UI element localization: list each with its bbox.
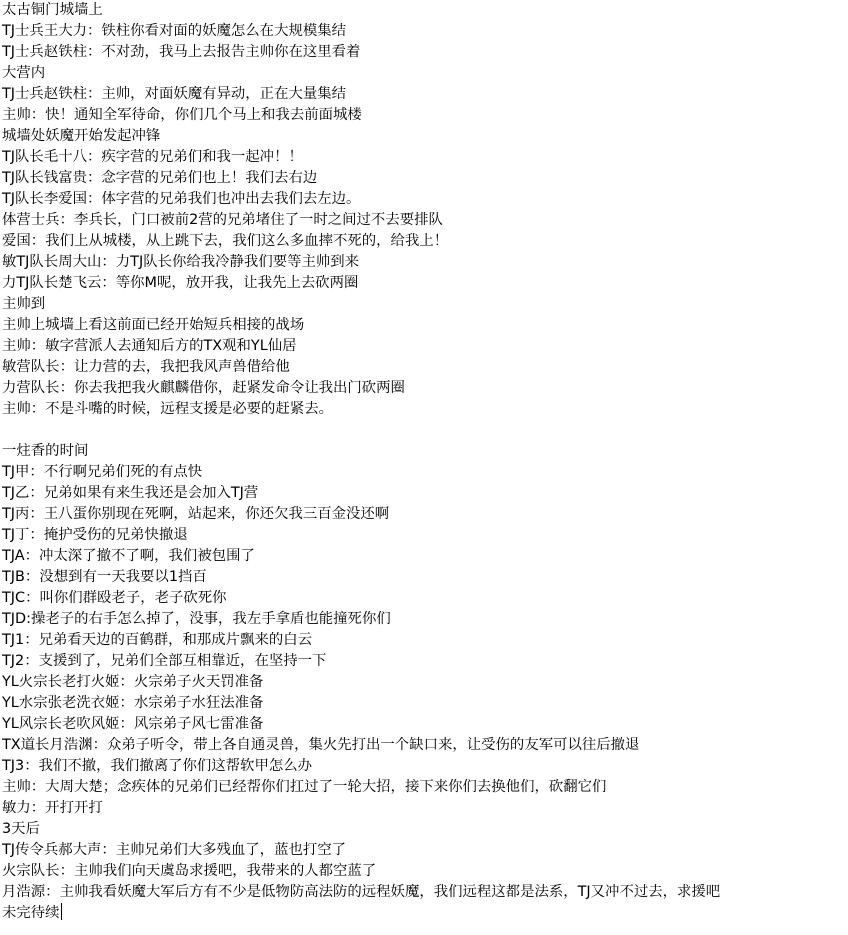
text-line-content: 太古铜门城墙上 — [2, 2, 103, 18]
text-line-content: TJ队长毛十八：疾字营的兄弟们和我一起冲！！ — [2, 149, 303, 165]
text-line — [2, 42, 842, 63]
text-line — [2, 63, 842, 84]
text-line-content: 主帅到 — [2, 296, 46, 312]
text-line — [2, 651, 842, 672]
text-line-content: TJD:操老子的右手怎么掉了，没事，我左手拿盾也能撞死你们 — [2, 611, 391, 627]
text-line — [2, 777, 842, 798]
text-line — [2, 693, 842, 714]
text-line-content: TJ士兵赵铁柱：不对劲，我马上去报告主帅你在这里看着 — [2, 44, 361, 60]
text-line-content: TJA：冲太深了撤不了啊，我们被包围了 — [2, 548, 255, 564]
blank-line — [2, 420, 842, 441]
text-line — [2, 0, 842, 21]
text-line — [2, 798, 842, 819]
text-line — [2, 378, 842, 399]
text-line — [2, 630, 842, 651]
text-line — [2, 546, 842, 567]
text-line — [2, 441, 842, 462]
text-line — [2, 504, 842, 525]
text-line — [2, 147, 842, 168]
text-line-content: TX道长月浩渊：众弟子听令，带上各自通灵兽，集火先打出一个缺口来，让受伤的友军可以往后撤退 — [2, 737, 640, 753]
text-line-content: 月浩源：主帅我看妖魔大军后方有不少是低物防高法防的远程妖魔，我们远程这都是法系，TJ又冲不过去，求援吧 — [2, 884, 721, 900]
text-line — [2, 21, 842, 42]
text-line-content: 未完待续 — [2, 905, 60, 921]
text-line — [2, 567, 842, 588]
text-line-content: TJ3：我们不撤，我们撤离了你们这帮软甲怎么办 — [2, 758, 313, 774]
text-line — [2, 840, 842, 861]
text-line — [2, 210, 842, 231]
text-line — [2, 357, 842, 378]
text-line — [2, 588, 842, 609]
text-line — [2, 273, 842, 294]
text-line-content: YL水宗张老洗衣姬：水宗弟子水狂法准备 — [2, 695, 264, 711]
text-line-content: 敏力：开打开打 — [2, 800, 103, 816]
text-line — [2, 168, 842, 189]
text-line — [2, 336, 842, 357]
text-line — [2, 819, 842, 840]
text-line-content: 城墙处妖魔开始发起冲锋 — [2, 128, 161, 144]
text-line-content: YL火宗长老打火姬：火宗弟子火天罚准备 — [2, 674, 264, 690]
text-line-content: 主帅：大周大楚；念疾体的兄弟们已经帮你们扛过了一轮大招，接下来你们去换他们，砍翻它们 — [2, 779, 607, 795]
text-line-content: YL风宗长老吹风姬：风宗弟子风七雷准备 — [2, 716, 264, 732]
text-line — [2, 735, 842, 756]
text-line — [2, 483, 842, 504]
text-line-content: 体营士兵：李兵长，门口被前2营的兄弟堵住了一时之间过不去要排队 — [2, 212, 443, 228]
text-line-content: 火宗队长：主帅我们向天虞岛求援吧，我带来的人都空蓝了 — [2, 863, 377, 879]
text-line-content: 敏TJ队长周大山：力TJ队长你给我冷静我们要等主帅到来 — [2, 254, 360, 270]
text-line-content: 力TJ队长楚飞云：等你M呢，放开我，让我先上去砍两圈 — [2, 275, 359, 291]
text-line — [2, 609, 842, 630]
text-line — [2, 462, 842, 483]
text-line-content: 主帅：敏字营派人去通知后方的TX观和YL仙居 — [2, 338, 297, 354]
text-line — [2, 252, 842, 273]
text-line — [2, 84, 842, 105]
text-line-content: TJC：叫你们群殴老子，老子砍死你 — [2, 590, 227, 606]
text-line-content: 主帅：不是斗嘴的时候，远程支援是必要的赶紧去。 — [2, 401, 333, 417]
text-line — [2, 882, 842, 903]
text-line-content: TJ丁：掩护受伤的兄弟快撤退 — [2, 527, 188, 543]
text-line-content: TJ甲：不行啊兄弟们死的有点快 — [2, 464, 203, 480]
text-line-content: 一炷香的时间 — [2, 443, 89, 459]
text-line-content: 主帅上城墙上看这前面已经开始短兵相接的战场 — [2, 317, 305, 333]
text-line — [2, 315, 842, 336]
text-line-content: TJ2：支援到了，兄弟们全部互相靠近，在坚持一下 — [2, 653, 327, 669]
text-line-content: TJ丙：王八蛋你别现在死啊，站起来，你还欠我三百金没还啊 — [2, 506, 390, 522]
text-line — [2, 861, 842, 882]
text-line-content: 主帅：快！通知全军待命，你们几个马上和我去前面城楼 — [2, 107, 362, 123]
text-line-content: TJB：没想到有一天我要以1挡百 — [2, 569, 207, 585]
text-line-content: TJ乙：兄弟如果有来生我还是会加入TJ营 — [2, 485, 259, 501]
text-line-content: TJ士兵赵铁柱：主帅，对面妖魔有异动，正在大量集结 — [2, 86, 347, 102]
text-line-content: 爱国：我们上从城楼，从上跳下去，我们这么多血摔不死的，给我上！ — [2, 233, 449, 249]
text-line — [2, 126, 842, 147]
text-line-content: TJ士兵王大力：铁柱你看对面的妖魔怎么在大规模集结 — [2, 23, 347, 39]
text-line-content: 力营队长：你去我把我火麒麟借你，赶紧发命令让我出门砍两圈 — [2, 380, 405, 396]
text-line — [2, 105, 842, 126]
text-line-content: 大营内 — [2, 65, 46, 81]
text-line-content: TJ1：兄弟看天边的百鹤群，和那成片飘来的白云 — [2, 632, 313, 648]
text-line — [2, 756, 842, 777]
text-cursor — [61, 903, 62, 920]
text-line-content: TJ传令兵郝大声：主帅兄弟们大多残血了，蓝也打空了 — [2, 842, 347, 858]
text-line-content: 敏营队长：让力营的去，我把我风声兽借给他 — [2, 359, 290, 375]
text-line — [2, 294, 842, 315]
text-line — [2, 189, 842, 210]
text-line — [2, 672, 842, 693]
text-line — [2, 903, 842, 924]
text-line-content: TJ队长李爱国：体字营的兄弟我们也冲出去我们去左边。 — [2, 191, 361, 207]
text-line — [2, 525, 842, 546]
document-body — [2, 0, 842, 924]
text-line — [2, 399, 842, 420]
text-line-content: TJ队长钱富贵：念字营的兄弟们也上！我们去右边 — [2, 170, 318, 186]
text-line — [2, 231, 842, 252]
text-line-content: 3天后 — [2, 821, 40, 837]
text-line — [2, 714, 842, 735]
